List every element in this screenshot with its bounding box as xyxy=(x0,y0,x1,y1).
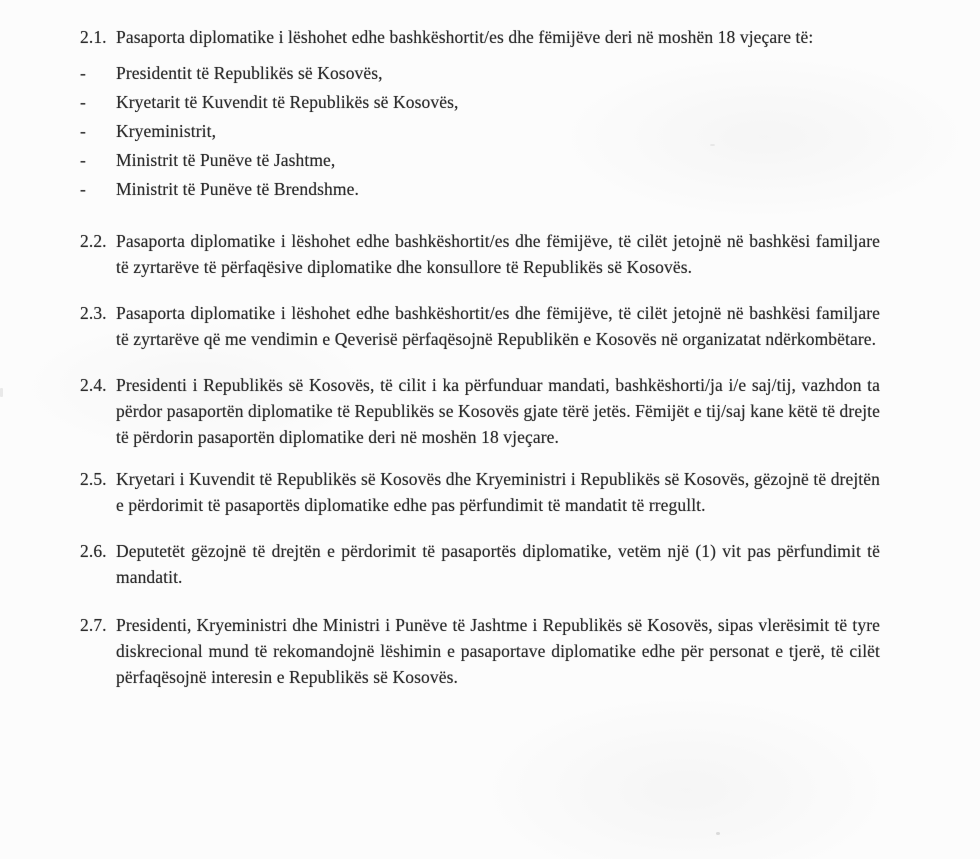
list-item xyxy=(80,147,880,173)
paragraph-text: Presidenti i Republikës së Kosovës, të cilit i ka përfunduar mandati, bashkëshorti/ja i/e saj/tij, vazhdon ta përdor pasaportën diplomatike të Republikës se Kosovës gjate tërë jetës. Fëmijët e tij/saj kane këtë të drejte të përdorin pasaportën diplomatike deri në moshën 18 vjeçare. xyxy=(116,375,880,447)
list-item-text: Presidentit të Republikës së Kosovës, xyxy=(116,63,383,83)
dash-bullet: - xyxy=(80,92,86,112)
paragraph-number: 2.2. xyxy=(80,231,107,251)
scan-speck-artifact xyxy=(716,832,720,835)
paragraph-2-5 xyxy=(80,466,880,518)
paragraph-text: Pasaporta diplomatike i lëshohet edhe bashkëshortit/es dhe fëmijëve deri në moshën 18 vjeçare të: xyxy=(116,27,814,47)
paragraph-text: Presidenti, Kryeministri dhe Ministri i Punëve të Jashtme i Republikës së Kosovës, sipas vlerësimit të tyre diskrecional mund të rekomandojnë lëshimin e pasaportave diplomatike edhe për personat e tjerë, të cilët përfaqësojnë interesin e Republikës së Kosovës. xyxy=(116,615,880,687)
dash-bullet: - xyxy=(80,121,86,141)
paragraph-text: Pasaporta diplomatike i lëshohet edhe bashkëshortit/es dhe fëmijëve, të cilët jetojnë në bashkësi familjare të zyrtarëve të përfaqësive diplomatike dhe konsullore të Republikës së Kosovës. xyxy=(116,231,880,277)
list-item-text: Kryeministrit, xyxy=(116,121,217,141)
paragraph-2-1 xyxy=(80,24,880,50)
list-item xyxy=(80,176,880,202)
officials-bullet-list xyxy=(80,60,880,202)
paragraph-2-3 xyxy=(80,300,880,352)
paragraph-number: 2.7. xyxy=(80,615,107,635)
paragraph-number: 2.6. xyxy=(80,541,107,561)
paragraph-number: 2.5. xyxy=(80,469,107,489)
list-item xyxy=(80,60,880,86)
dash-bullet: - xyxy=(80,63,86,83)
list-item-text: Ministrit të Punëve të Brendshme. xyxy=(116,179,359,199)
paragraph-text: Kryetari i Kuvendit të Republikës së Kosovës dhe Kryeministri i Republikës së Kosovës, gëzojnë të drejtën e përdorimit të pasaportës diplomatike edhe pas përfundimit të mandatit të rregullt. xyxy=(116,469,880,515)
scan-edge-mark-artifact xyxy=(0,388,3,397)
list-item xyxy=(80,89,880,115)
paragraph-number: 2.1. xyxy=(80,27,107,47)
list-item-text: Ministrit të Punëve të Jashtme, xyxy=(116,150,336,170)
list-item xyxy=(80,118,880,144)
paragraph-2-4 xyxy=(80,372,880,450)
paragraph-2-6 xyxy=(80,538,880,590)
dash-bullet: - xyxy=(80,179,86,199)
paragraph-text: Deputetët gëzojnë të drejtën e përdorimit të pasaportës diplomatike, vetëm një (1) vit pas përfundimit të mandatit. xyxy=(116,541,880,587)
scan-smudge-artifact xyxy=(710,144,715,146)
paragraph-text: Pasaporta diplomatike i lëshohet edhe bashkëshortit/es dhe fëmijëve, të cilët jetojnë në bashkësi familjare të zyrtarëve që me vendimin e Qeverisë përfaqësojnë Republikën e Kosovës në organizatat ndërkombëtare. xyxy=(116,303,880,349)
paragraph-number: 2.3. xyxy=(80,303,107,323)
paragraph-2-7 xyxy=(80,612,880,690)
paragraph-number: 2.4. xyxy=(80,375,107,395)
dash-bullet: - xyxy=(80,150,86,170)
paragraph-2-2 xyxy=(80,228,880,280)
list-item-text: Kryetarit të Kuvendit të Republikës së Kosovës, xyxy=(116,92,459,112)
